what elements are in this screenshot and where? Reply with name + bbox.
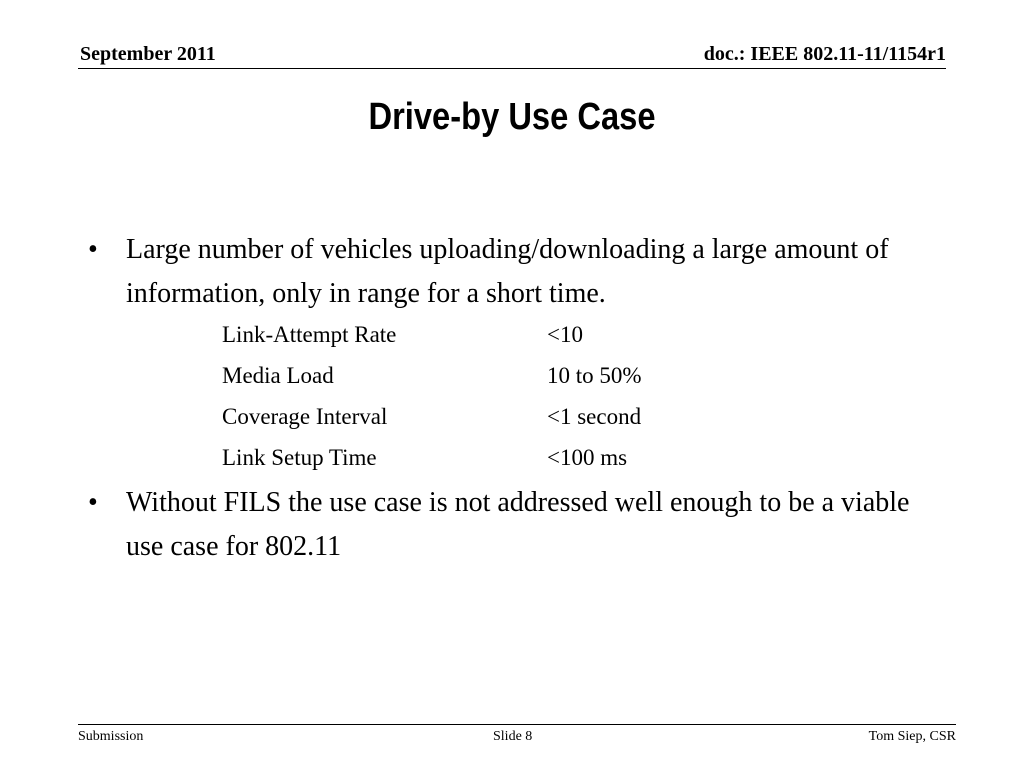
bullet-text: Large number of vehicles uploading/downloading a large amount of information, only in range for a short time. <box>126 234 889 309</box>
parameter-value: <10 <box>547 322 583 347</box>
footer-divider <box>78 724 956 725</box>
bullet-item <box>88 481 948 569</box>
header-document-id: doc.: IEEE 802.11-11/1154r1 <box>703 43 946 65</box>
header-date: September 2011 <box>80 43 216 65</box>
parameter-name: Link-Attempt Rate <box>222 322 397 347</box>
slide-title: Drive-by Use Case <box>368 96 656 138</box>
header-divider <box>78 68 946 69</box>
footer-submission-label: Submission <box>78 729 144 744</box>
bullet-item <box>88 228 948 316</box>
bullet-marker: • <box>88 234 98 265</box>
parameter-name: Media Load <box>222 363 334 388</box>
bullet-marker: • <box>88 487 98 518</box>
parameter-name: Link Setup Time <box>222 445 377 470</box>
parameter-value: 10 to 50% <box>547 363 642 388</box>
bullet-text: Without FILS the use case is not addressed well enough to be a viable use case for 802.11 <box>126 487 910 562</box>
parameter-value: <100 ms <box>547 445 628 470</box>
parameter-value: <1 second <box>547 404 642 429</box>
footer-slide-number: Slide 8 <box>493 729 533 744</box>
footer-author: Tom Siep, CSR <box>868 729 956 744</box>
parameter-name: Coverage Interval <box>222 404 388 429</box>
